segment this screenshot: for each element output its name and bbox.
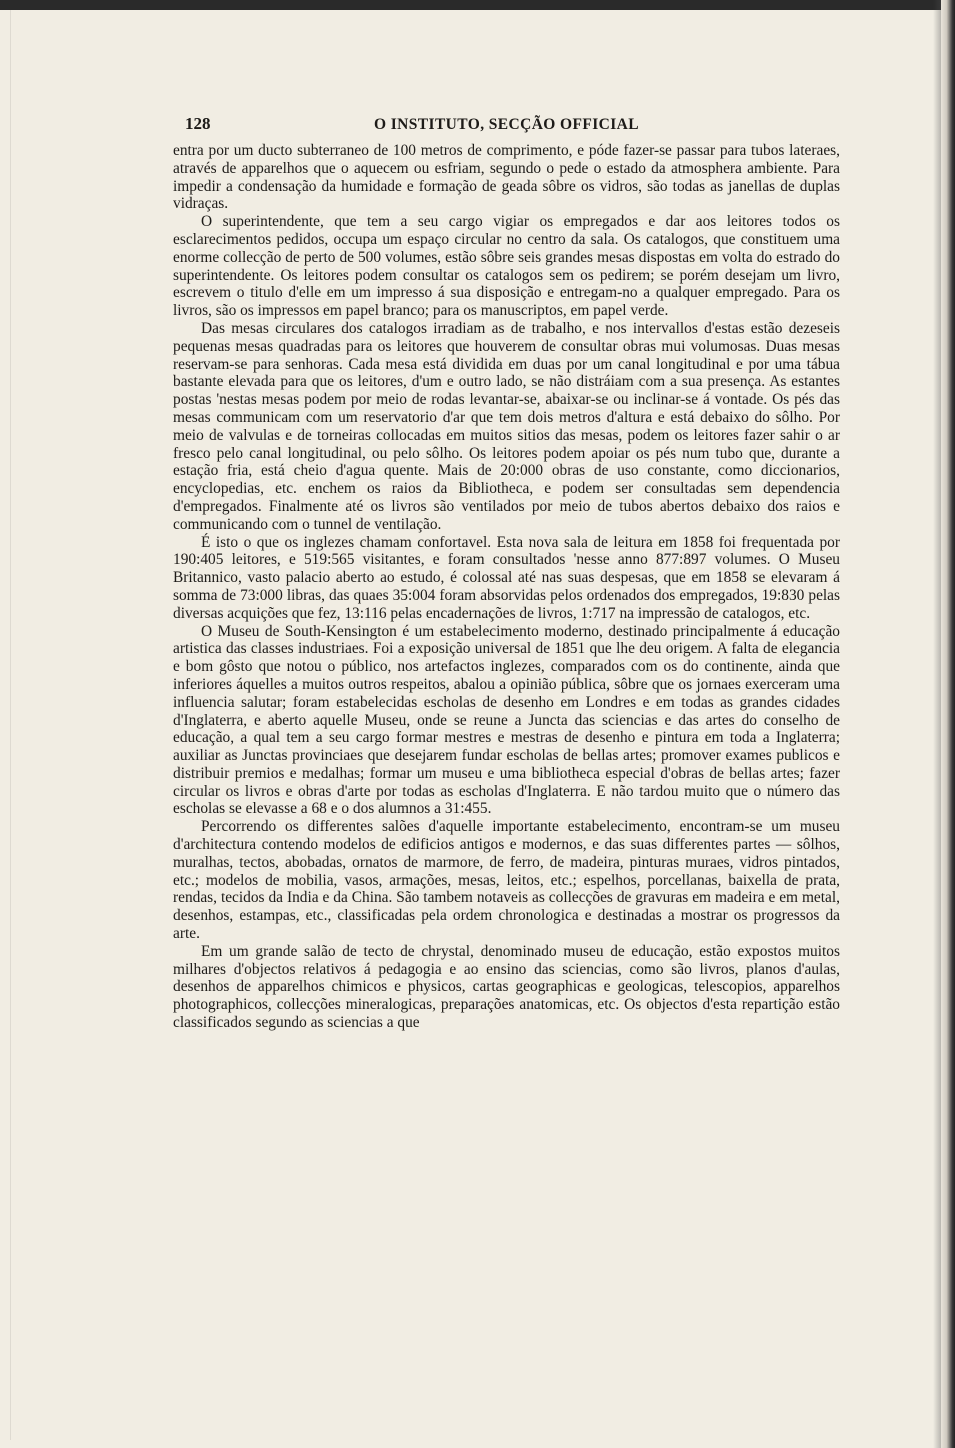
scan-border-right <box>941 0 955 1448</box>
page-gutter-shadow <box>933 0 941 1448</box>
page-header <box>173 112 840 142</box>
scan-edge-left <box>10 10 11 1440</box>
paragraph-south-kensington: O Museu de South-Kensington é um estabelecimento moderno, destinado principalmente á educação artistica das classes industriaes. Foi a exposição universal de 1851 que lhe deu origem. A falta de elegancia e bom gôsto que notou o público, nos artefactos inglezes, comparados com os do continente, ainda que inferiores áquelles a muitos outros respeitos, abalou a opinião pública, sôbre que os jornaes exerceram uma influencia salutar; foram estabelecidas escholas de desenho em Londres e em todas as grandes cidades d'Inglaterra, e aberto aquelle Museu, onde se reune a Juncta das sciencias e das artes do conselho de educação, a qual tem a seu cargo formar mestres e mestras de desenho e pintura em toda a Inglaterra; auxiliar as Junctas provinciaes que desejarem fundar escholas de bellas artes; promover exames publicos e distribuir premios e medalhas; formar um museu e uma bibliotheca especial d'obras de bellas artes; fazer circular os livros e obras d'arte por todas as escholas d'Inglaterra. E não tardou muito que o número das escholas se elevasse a 68 e o dos alumnos a 31:455. <box>173 622 840 818</box>
paragraph-british-museum: É isto o que os inglezes chamam confortavel. Esta nova sala de leitura em 1858 foi frequentada por 190:405 leitores, e 519:565 visitantes, e foram consultados 'nesse anno 877:897 volumes. O Museu Britannico, vasto palacio aberto ao estudo, é colossal até nas suas despesas, que em 1858 se elevaram á somma de 73:000 libras, das quaes 35:004 foram absorvidas pelos ordenados dos empregados, 19:830 pelas diversas acquições que fez, 13:116 pelas encadernações de livros, 1:717 na impressão de catalogos, etc. <box>173 533 840 622</box>
page-number: 128 <box>185 114 211 133</box>
running-title: O INSTITUTO, SECÇÃO OFFICIAL <box>374 116 639 133</box>
paragraph-continuation: entra por um ducto subterraneo de 100 metros de comprimento, e póde fazer-se passar para tubos lateraes, através de apparelhos que o aquecem ou esfriam, segundo o pede o estado da atmosphera ambiente. Para impedir a condensação da humidade e formação de geada sôbre os vidros, são todas as janellas de duplas vidraças. <box>173 142 840 213</box>
document-page <box>173 112 840 1032</box>
paragraph-superintendent: O superintendente, que tem a seu cargo vigiar os empregados e dar aos leitores todos os esclarecimentos pedidos, occupa um espaço circular no centro da sala. Os catalogos, que constituem uma enorme collecção de perto de 500 volumes, estão sôbre seis grandes mesas dispostas em volta do estrado do superintendente. Os leitores podem consultar os catalogos sem os pedirem; se porém desejam um livro, escrevem o titulo d'elle em um impresso á sua disposição e entregam-no a qualquer empregado. Para os livros, são os impressos em papel branco; para os manuscriptos, em papel verde. <box>173 213 840 320</box>
paragraph-museum-halls: Percorrendo os differentes salões d'aquelle importante estabelecimento, encontram-se um museu d'architectura contendo modelos de edificios antigos e modernos, e das suas differentes partes — sôlhos, muralhas, tectos, abobadas, ornatos de marmore, de ferro, de madeira, pinturas muraes, vidros pintados, etc.; modelos de mobilia, vasos, armações, mesas, leitos, etc.; espelhos, porcellanas, baixella de prata, rendas, tecidos da India e da China. São tambem notaveis as collecções de gravuras em madeira e em metal, desenhos, estampas, etc., classificadas pela ordem chronologica e destinadas a mostrar os progressos da arte. <box>173 818 840 943</box>
paragraph-reading-tables: Das mesas circulares dos catalogos irradiam as de trabalho, e nos intervallos d'estas estão dezeseis pequenas mesas quadradas para os leitores que houverem de consultar obras mui volumosas. Duas mesas reservam-se para senhoras. Cada mesa está dividida em duas por um canal longitudinal e por uma tábua bastante elevada para que os leitores, d'um e outro lado, se não distráiam com a sua presença. As estantes postas 'nestas mesas podem por meio de rodas levantar-se, abaixar-se ou inclinar-se á vontade. Os pés das mesas communicam com um reservatorio d'ar que tem dois metros d'altura e está debaixo do sôlho. Por meio de valvulas e de torneiras collocadas em muitos sitios das mesas, podem os leitores fazer sahir o ar fresco pelo canal longitudinal, ou pelo sôlho. Os leitores podem apoiar os pés num tubo que, durante a estação fria, está cheio d'agua quente. Mais de 20:000 obras de uso constante, como diccionarios, encyclopedias, etc. enchem os raios da Bibliotheca, e podem ser consultadas sem dependencia d'empregados. Finalmente até os livros são ventilados por meio de tubos abertos debaixo dos raios e communicando com o tunnel de ventilação. <box>173 319 840 533</box>
body-text <box>173 142 840 1032</box>
paragraph-education-museum: Em um grande salão de tecto de chrystal, denominado museu de educação, estão expostos muitos milhares d'objectos relativos á pedagogia e ao ensino das sciencias, como são livros, planos d'aulas, desenhos de apparelhos chimicos e physicos, cartas geographicas e geologicas, telescopios, apparelhos photographicos, collecções mineralogicas, preparações anatomicas, etc. Os objectos d'esta repartição estão classificados segundo as sciencias a que <box>173 942 840 1032</box>
scan-border-top <box>0 0 955 10</box>
